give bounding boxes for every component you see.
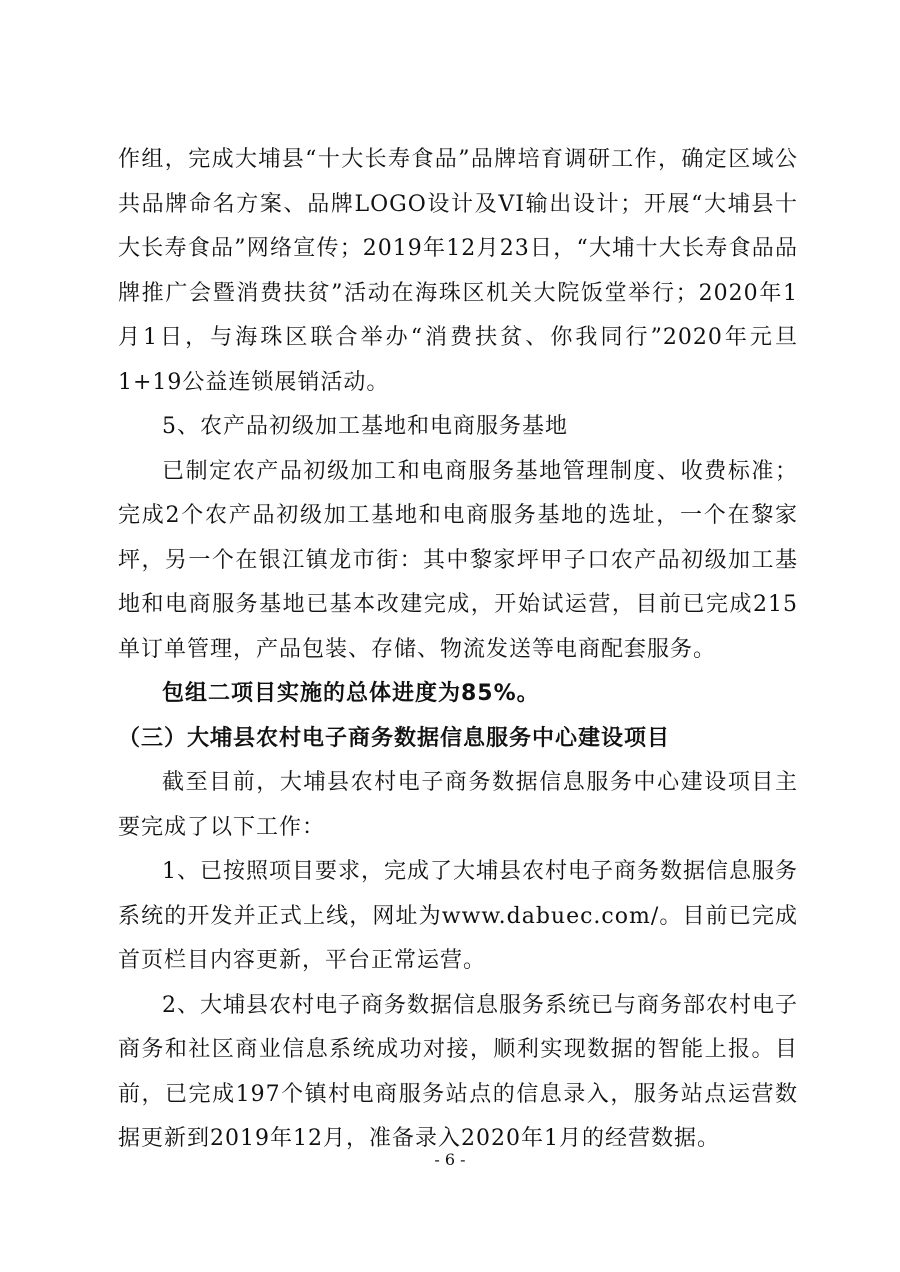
progress-statement: 包组二项目实施的总体进度为85%。 — [162, 681, 540, 706]
paragraph-brand-promotion: 作组，完成大埔县“十大长寿食品”品牌培育调研工作，确定区域公共品牌命名方案、品牌LOGO设计及VI输出设计；开展“大埔县十大长寿食品”网络宣传；2019年12月23日，“大埔十大长寿食品品牌推广会暨消费扶贫”活动在海珠区机关大院饭堂举行；2020年1月1日，与海珠区联合举办“消费扶贫、你我同行”2020年元旦1+19公益连锁展销活动。 — [118, 147, 798, 395]
list-item-2: 2、大埔县农村电子商务数据信息服务系统已与商务部农村电子商务和社区商业信息系统成功对接，顺利实现数据的智能上报。目前，已完成197个镇村电商服务站点的信息录入，服务站点运营数据更新到2019年12月，准备录入2020年1月的经营数据。 — [118, 992, 798, 1151]
paragraph-processing-base: 已制定农产品初级加工和电商服务基地管理制度、收费标准；完成2个农产品初级加工基地和电商服务基地的选址，一个在黎家坪，另一个在银江镇龙市街：其中黎家坪甲子口农产品初级加工基地和电商服务基地已基本改建完成，开始试运营，目前已完成215单订单管理，产品包装、存储、物流发送等电商配套服务。 — [118, 458, 798, 662]
list-item-1: 1、已按照项目要求，完成了大埔县农村电子商务数据信息服务系统的开发并正式上线，网址为www.dabuec.com/。目前已完成首页栏目内容更新，平台正常运营。 — [118, 859, 798, 973]
paragraph-intro: 截至目前，大埔县农村电子商务数据信息服务中心建设项目主要完成了以下工作： — [118, 770, 798, 840]
heading-item-5: 5、农产品初级加工基地和电商服务基地 — [162, 414, 568, 439]
section-heading-3: （三）大埔县农村电子商务数据信息服务中心建设项目 — [118, 725, 671, 751]
page-number: - 6 - — [434, 1150, 466, 1169]
document-body — [118, 138, 798, 1162]
